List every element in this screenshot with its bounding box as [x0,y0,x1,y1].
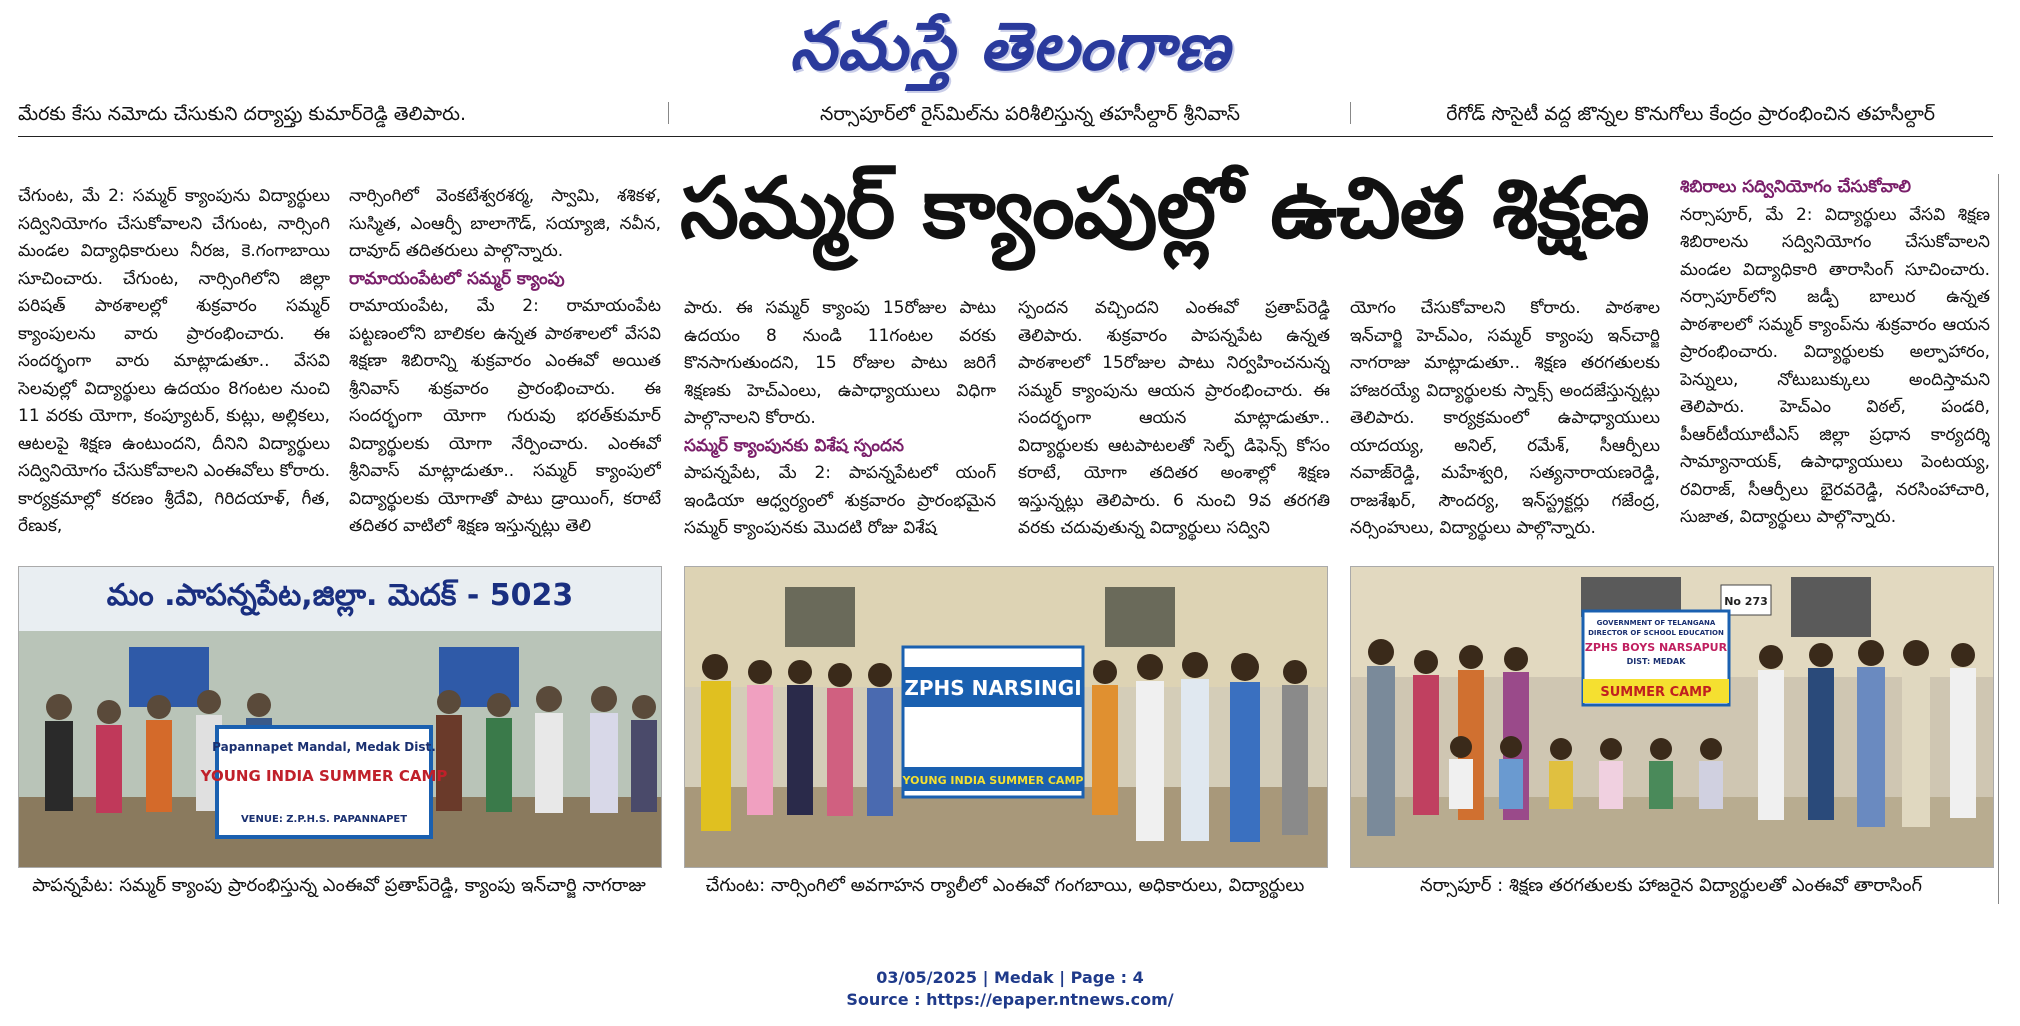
masthead-logo: నమస్తే తెలంగాణ [789,8,1231,85]
right-edge-rule [1998,174,1999,904]
banner-line: SUMMER CAMP [1600,685,1712,700]
article-column-6 [1680,174,1990,543]
banner-line: YOUNG INDIA SUMMER CAMP [902,774,1084,787]
banner-line: VENUE: Z.P.H.S. PAPANNAPET [240,814,408,825]
photo-caption: పాపన్నపేట: సమ్మర్ క్యాంపు ప్రారంభిస్తున్న ఎంఈవో ప్రతాప్‌రెడ్డి, క్యాంపు ఇన్‌చార్జి నాగరాజు [32,875,646,896]
banner-line: ZPHS BOYS NARSAPUR [1584,641,1728,654]
column-text: యోగం చేసుకోవాలని కోరారు. పాఠశాల ఇన్‌చార్జి హెచ్ఎం, సమ్మర్ క్యాంపు ఇన్‌చార్జి నాగరాజు మాట్లాడుతూ.. శిక్షణ తరగతులకు హాజరయ్యే విద్యార్థులకు స్నాక్స్ అందజేస్తున్నట్లు తెలిపారు. కార్యక్రమంలో ఉపాధ్యాయులు యాదయ్య, అనిల్, రమేశ్, సీఆర్పీలు నవాజ్‌రెడ్డి, మహేశ్వరి, సత్యనారాయణరెడ్డి, రాజశేఖర్, సౌందర్య, ఇన్‌స్ట్రక్టర్లు గజేంద్ర, నర్సింహులు, విద్యార్థులు పాల్గొన్నారు. [1350,298,1660,538]
article-column-2 [349,183,661,543]
school-sign: మం .పాపన్నపేట,జిల్లా. మెదక్ - 5023 [106,578,574,613]
article-column-4 [1018,295,1330,543]
article-column-3 [684,295,996,543]
footer-date-edition: 03/05/2025 | Medak | Page : 4 [876,968,1144,987]
top-strip-right: రేగోడ్ సొసైటీ వద్ద జొన్నల కొనుగోలు కేంద్రం ప్రారంభించిన తహసీల్దార్ [1446,103,1935,125]
subheading: శిబిరాలు సద్వినియోగం చేసుకోవాలి [1680,177,1912,197]
photo-papannapet [18,566,662,868]
article-column-1 [18,183,330,543]
room-sign: No 273 [1724,595,1768,608]
top-strip-left: మేరకు కేసు నమోదు చేసుకుని దర్యాప్తు కుమార్‌రెడ్డి తెలిపారు. [18,103,466,125]
column-text: చేగుంట, మే 2: సమ్మర్ క్యాంపును విద్యార్థులు సద్వినియోగం చేసుకోవాలని చేగుంట, నార్సింగి మండల విద్యాధికారులు నీరజ, కె.గంగాబాయి సూచించారు. చేగుంట, నార్సింగిలోని జిల్లా పరిషత్ పాఠశాలల్లో శుక్రవారం సమ్మర్ క్యాంపులను వారు ప్రారంభించారు. ఈ సందర్భంగా వారు మాట్లాడుతూ.. వేసవి సెలవుల్లో విద్యార్థులు ఉదయం 8గంటల నుంచి 11 వరకు యోగా, కంప్యూటర్, కుట్లు, అల్లికలు, ఆటలపై శిక్షణ ఉంటుందని, దీనిని విద్యార్థులు సద్వినియోగం చేసుకోవాలని ఎంఈవోలు కోరారు. కార్యక్రమాల్లో కరణం శ్రీదేవి, గిరిదయాళ్, గీత, రేణుక, [18,186,330,536]
banner-line: GOVERNMENT OF TELANGANA [1596,619,1716,627]
strip-divider [1350,102,1351,124]
headline: సమ్మర్ క్యాంపుల్లో ఉచిత శిక్షణ [680,159,1649,257]
top-rule [18,136,1993,137]
footer-source: Source : https://epaper.ntnews.com/ [846,990,1174,1009]
column-text: నార్సింగిలో వెంకటేశ్వరశర్మ, స్వామి, శశికళ, సుస్మిత, ఎంఆర్పీ బాలాగౌడ్, సయ్యాజి, నవీన, దావూద్ తదితరులు పాల్గొన్నారు. [349,186,661,261]
banner-line: Papannapet Mandal, Medak Dist. [212,740,436,754]
column-text: పాపన్నపేట, మే 2: పాపన్నపేటలో యంగ్ ఇండియా ఆధ్వర్యంలో శుక్రవారం ప్రారంభమైన సమ్మర్ క్యాంపునకు మొదటి రోజు విశేష [684,463,996,538]
column-text: పారు. ఈ సమ్మర్ క్యాంపు 15రోజుల పాటు ఉదయం 8 నుండి 11గంటల వరకు కొనసాగుతుందని, 15 రోజుల పాటు జరిగే శిక్షణకు హెచ్ఎంలు, ఉపాధ్యాయులు విధిగా పాల్గొనాలని కోరారు. [684,298,996,428]
banner-line: ZPHS NARSINGI [904,676,1082,700]
column-text: స్పందన వచ్చిందని ఎంఈవో ప్రతాప్‌రెడ్డి తెలిపారు. శుక్రవారం పాపన్నపేట ఉన్నత పాఠశాలలో 15రోజుల పాటు నిర్వహించనున్న సమ్మర్ క్యాంపును ఆయన ప్రారంభించారు. ఈ సందర్భంగా ఆయన మాట్లాడుతూ.. విద్యార్థులకు ఆటపాటలతో సెల్ఫ్ డిఫెన్స్ కోసం కరాటే, యోగా తదితర అంశాల్లో శిక్షణ ఇస్తున్నట్లు తెలిపారు. 6 నుంచి 9వ తరగతి వరకు చదువుతున్న విద్యార్థులు సద్విని [1018,298,1330,538]
photo-narsapur [1350,566,1994,868]
top-strip-middle: నర్సాపూర్‌లో రైస్‌మిల్‌ను పరిశీలిస్తున్న తహసీల్దార్ శ్రీనివాస్ [820,103,1240,125]
photo-caption: నర్సాపూర్ : శిక్షణ తరగతులకు హాజరైన విద్యార్థులతో ఎంఈవో తారాసింగ్ [1420,875,1922,896]
subheading: సమ్మర్ క్యాంపునకు విశేష స్పందన [684,435,904,456]
strip-divider [668,102,669,124]
column-text: నర్సాపూర్, మే 2: విద్యార్థులు వేసవి శిక్షణ శిబిరాలను సద్వినియోగం చేసుకోవాలని మండల విద్యాధికారి తారాసింగ్ సూచించారు. నర్సాపూర్‌లోని జడ్పీ బాలుర ఉన్నత పాఠశాలలో సమ్మర్ క్యాంప్‌ను శుక్రవారం ఆయన ప్రారంభించారు. విద్యార్థులకు అల్పాహారం, పెన్నులు, నోటుబుక్కులు అందిస్తామని తెలిపారు. హెచ్ఎం విఠల్, పండరి, పీఆర్‌టీయూటీఎస్ జిల్లా ప్రధాన కార్యదర్శి సామ్యానాయక్, ఉపాధ్యాయులు పెంటయ్య, రవిరాజ్, సీఆర్పీలు భైరవరెడ్డి, నరసింహాచారి, సుజాత, విద్యార్థులు పాల్గొన్నారు. [1680,204,1990,527]
photo-narsingi [684,566,1328,868]
banner-line: DIST: MEDAK [1626,657,1686,666]
photo-caption: చేగుంట: నార్సింగిలో అవగాహన ర్యాలీలో ఎంఈవో గంగబాయి, అధికారులు, విద్యార్థులు [705,875,1305,896]
article-column-5 [1350,295,1660,543]
subheading: రామాయంపేటలో సమ్మర్ క్యాంపు [349,268,565,289]
column-text: రామాయంపేట, మే 2: రామాయంపేట పట్టణంలోని బాలికల ఉన్నత పాఠశాలలో వేసవి శిక్షణా శిబిరాన్ని శుక్రవారం ఎంఈవో అయిత శ్రీనివాస్ శుక్రవారం ప్రారంభించారు. ఈ సందర్భంగా యోగా గురువు భరత్‌కుమార్ విద్యార్థులకు యోగా నేర్పించారు. ఎంఈవో శ్రీనివాస్ మాట్లాడుతూ.. సమ్మర్ క్యాంపులో విద్యార్థులకు యోగాతో పాటు డ్రాయింగ్, కరాటే తదితర వాటిలో శిక్షణ ఇస్తున్నట్లు తెలి [349,296,661,536]
banner-line: YOUNG INDIA SUMMER CAMP [200,767,448,785]
banner-line: DIRECTOR OF SCHOOL EDUCATION [1588,629,1724,637]
